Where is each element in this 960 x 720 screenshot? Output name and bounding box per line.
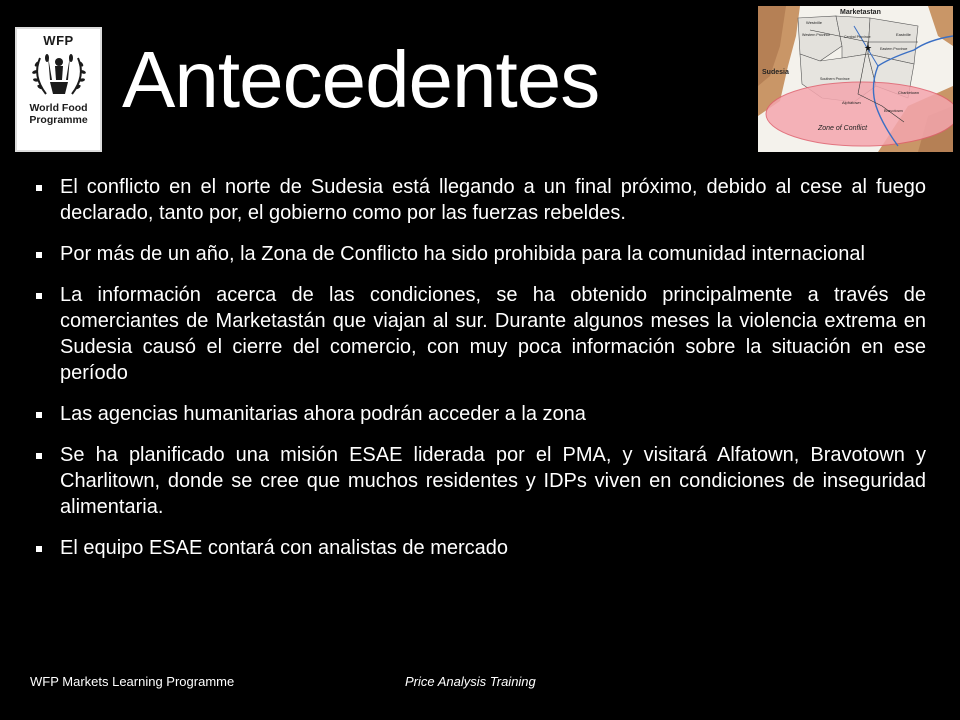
map-label-marketastan: Marketastan — [840, 9, 881, 16]
logo-line-1: World Food — [29, 102, 88, 114]
bullet-text: Las agencias humanitarias ahora podrán acceder a la zona — [60, 403, 586, 425]
bullet-item — [36, 241, 926, 267]
logo-acronym: WFP — [43, 33, 74, 48]
map-label-eastville: Eastville — [896, 32, 911, 37]
bullet-item — [36, 174, 926, 226]
map-label-charlietown: Charlietown — [898, 90, 920, 95]
bullet-text: Se ha planificado una misión ESAE liderada por el PMA, y visitará Alfatown, Bravotown y Charlitown, donde se cree que muchos residentes y IDPs viven en condiciones de inseguridad alimentaria. — [60, 444, 926, 518]
footer-training: Price Analysis Training — [405, 674, 536, 689]
map-label-zone-of-conflict: Zone of Conflict — [818, 125, 868, 132]
map-label-westville: Westville — [806, 20, 822, 25]
map-label-alphatown: Alphatown — [842, 100, 861, 105]
slide-title: Antecedentes — [122, 35, 600, 124]
bullet-item — [36, 535, 926, 561]
conflict-map — [758, 6, 953, 152]
wfp-logo — [15, 27, 102, 152]
footer-programme: WFP Markets Learning Programme — [30, 674, 235, 689]
bullet-square-icon — [36, 252, 42, 258]
wheat-laurel-icon — [28, 50, 90, 102]
bullet-item — [36, 401, 926, 427]
map-label-eastern-province: Eastern Province — [880, 47, 908, 51]
logo-line-2: Programme — [29, 114, 88, 126]
map-label-central-province: Central Province — [844, 35, 871, 39]
bullet-square-icon — [36, 412, 42, 418]
bullet-item — [36, 442, 926, 520]
bullet-square-icon — [36, 453, 42, 459]
map-label-bravotown: Bravotown — [884, 108, 903, 113]
bullet-square-icon — [36, 546, 42, 552]
bullet-text: El conflicto en el norte de Sudesia está llegando a un final próximo, debido al cese al fuego declarado, tanto por, el gobierno como por las fuerzas rebeldes. — [60, 176, 926, 224]
bullet-square-icon — [36, 293, 42, 299]
bullet-text: Por más de un año, la Zona de Conflicto ha sido prohibida para la comunidad internacional — [60, 243, 865, 265]
svg-text:★: ★ — [864, 43, 873, 53]
map-label-southern-province: Southern Province — [820, 77, 850, 81]
bullet-item — [36, 282, 926, 386]
bullet-square-icon — [36, 185, 42, 191]
bullet-text: El equipo ESAE contará con analistas de mercado — [60, 537, 509, 559]
map-label-sudesia: Sudesia — [762, 69, 789, 76]
bullet-text: La información acerca de las condiciones, se ha obtenido principalmente a través de comerciantes de Marketastán que viajan al sur. Durante algunos meses la violencia extrema en Sudesia causó el cierre del comercio, con muy poca información sobre la situación en ese período — [60, 284, 926, 384]
bullet-list — [36, 174, 926, 576]
map-label-western-province: Western Province — [802, 33, 831, 37]
